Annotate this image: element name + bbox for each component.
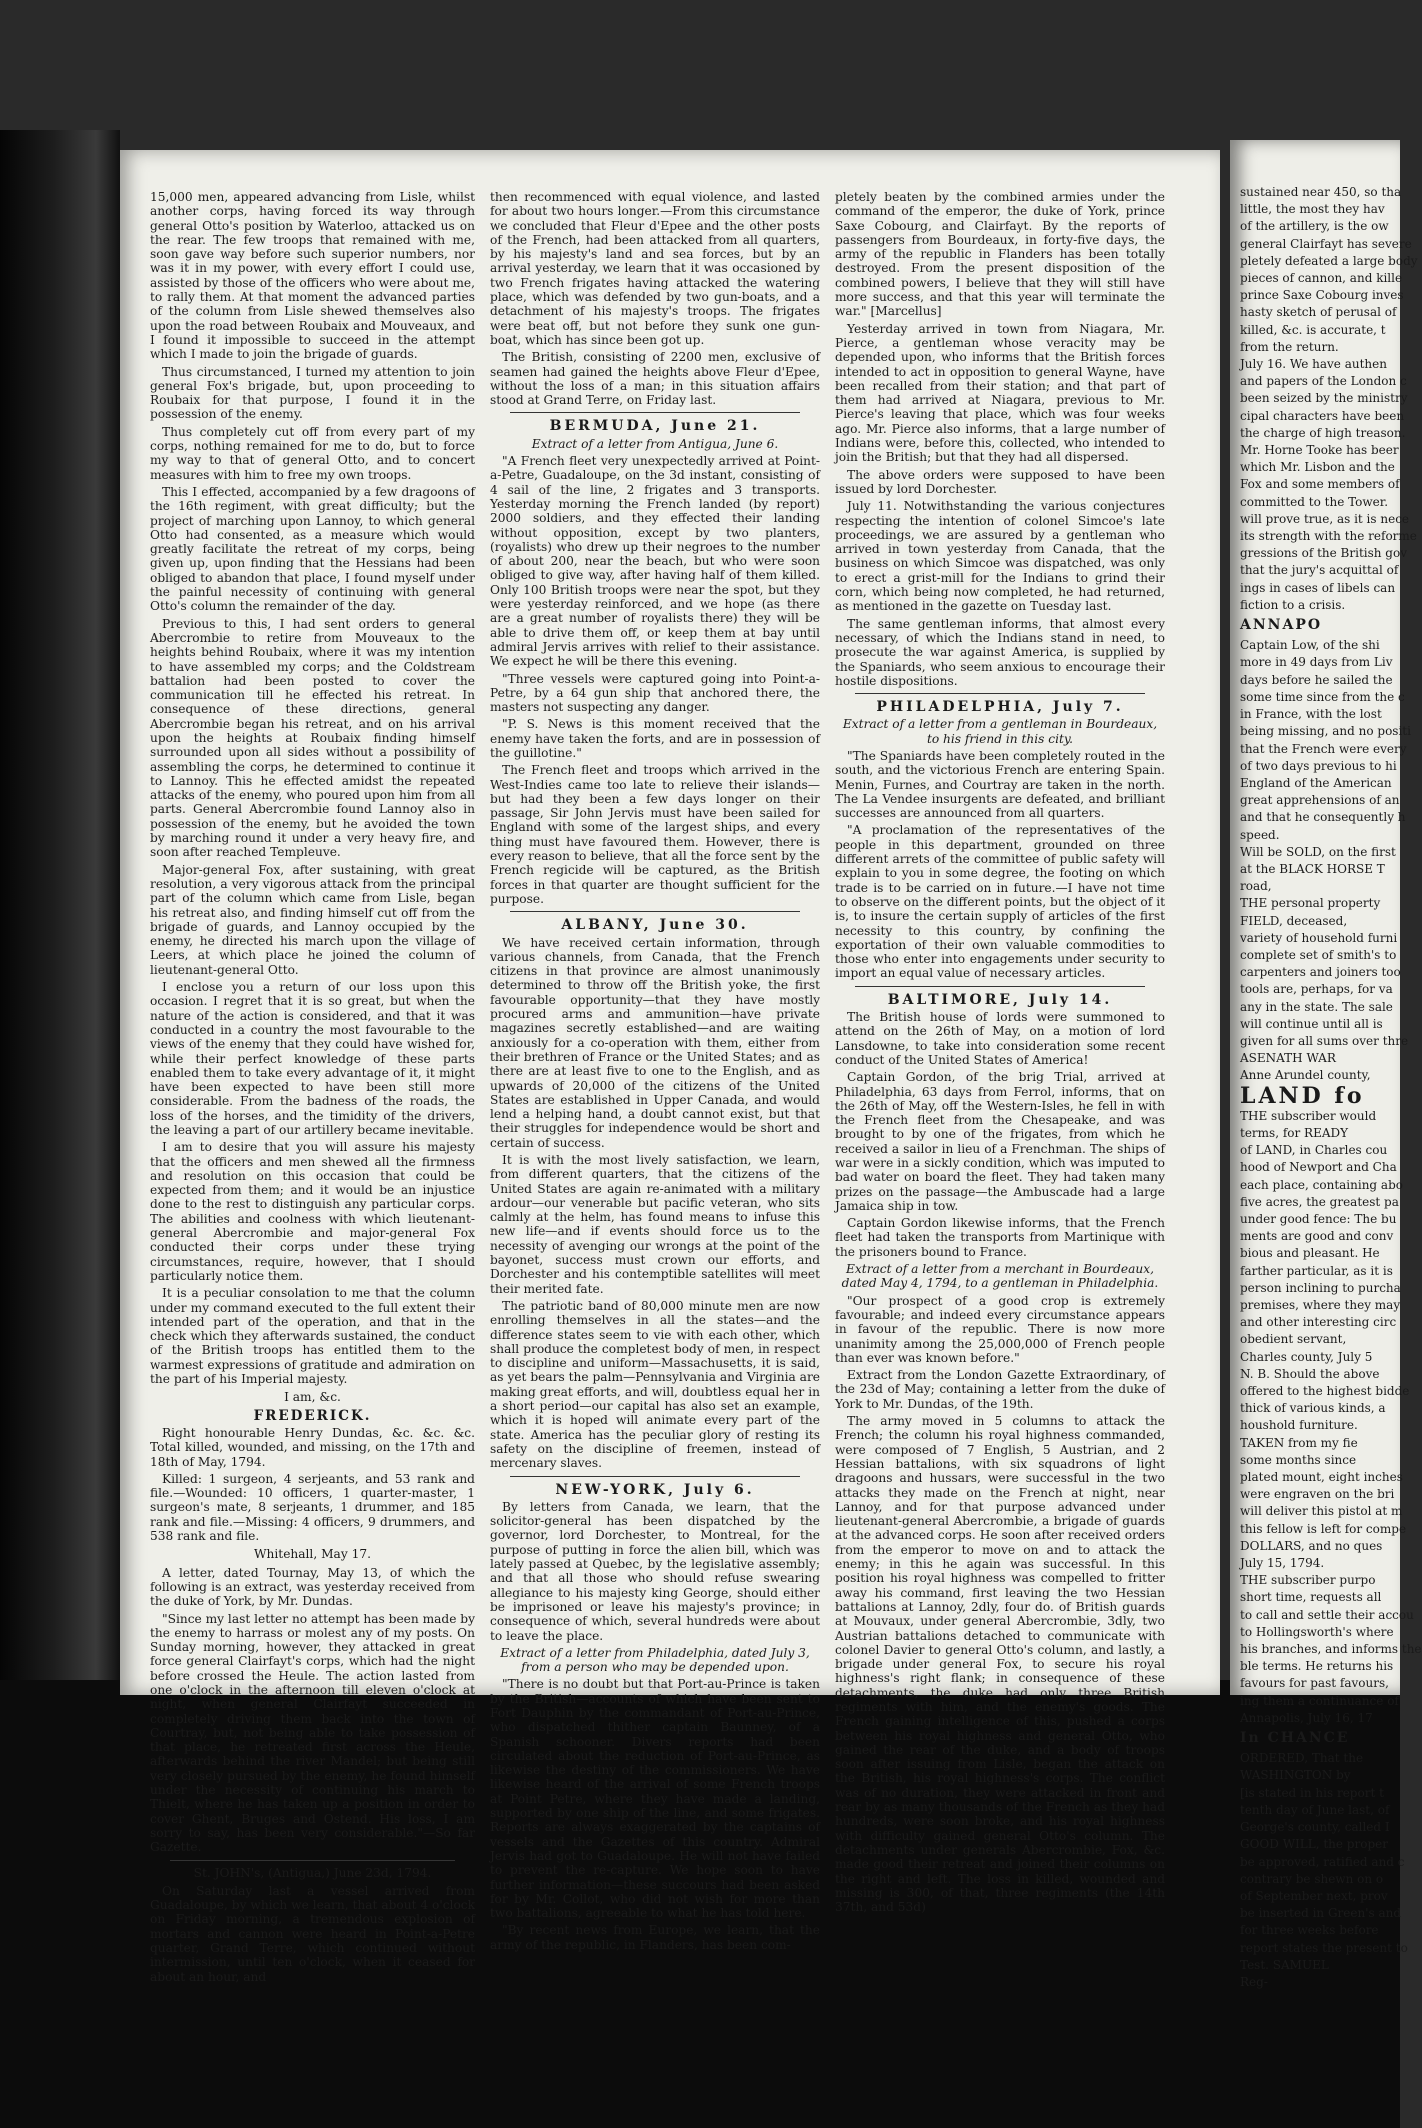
- text-line: given for all sums over thre: [1240, 1033, 1409, 1048]
- text-line: Fox and some members of: [1240, 477, 1400, 492]
- text-line: THE subscriber would: [1240, 1108, 1377, 1123]
- text-line: being missing, and no positi: [1240, 724, 1411, 739]
- section-heading: St. JOHN's, (Antigua,) June 23d, 1794.: [193, 1865, 432, 1880]
- text-line: favours for past favours,: [1240, 1676, 1389, 1691]
- paragraph: We have received certain information, through various channels, from Canada, that the French citizens in that province are almost unanimously determined to throw off the British yoke, the first favourable opportunity—that they have mostly procured arms and ammunition—have private magazines secretly established—and are waiting anxiously for a co-operation with them, either from their brethren of France or the United States; and as there are at least five to one to the English, and as upwards of 20,000 of the citizens of the United States are established in Upper Canada, and would lend a helping hand, a doubt cannot exist, but that their struggles for independence would be short and certain of success.: [490, 935, 820, 1150]
- paragraph: "P. S. News is this moment received that the enemy have taken the forts, and are in possession of the guillotine.": [490, 717, 820, 760]
- text-line: Test. SAMUEL: [1240, 1957, 1329, 1972]
- text-line: complete set of smith's to: [1240, 947, 1397, 962]
- paragraph: Killed: 1 surgeon, 4 serjeants, and 53 rank and file.—Wounded: 10 officers, 1 quarter-master, 1 surgeon's mate, 8 serjeants, 1 drummer, and 185 rank and file.—Missing: 4 officers, 9 drummers, and 538 rank and file.: [150, 1471, 475, 1544]
- paragraph: "There is no doubt but that Port-au-Prince is taken by the British—accounts of which have been sent to Fort Dauphin by the commandant of Port-au-Prince, who dispatched thither captain Baunney, of a Spanish schooner. Divers reports had been circulated about the reduction of Port-au-Prince, as likewise the destiny of the commissioners. We have likewise heard of the arrival of some French troops at Point Petre, where they have made a landing, supported by one ship of the line, and some frigates. Reports are always exaggerated by the captains of vessels and the Gazettes of this country. Admiral Jervis had got to Guadaloupe. He will not have failed to prevent the re-capture. We hope soon to have further information—these succours had been asked for by Mr. Collot, who did not wish for more than two battalions, agreeable to what he has told here.: [490, 1677, 820, 1921]
- column-4: [1240, 185, 1422, 1992]
- paragraph: It is a peculiar consolation to me that the column under my command executed to the full extent their intended part of the operation, and that in the check which they afterwards sustained, the conduct of the British troops has entitled them to the warmest expressions of gratitude and admiration on the part of his Imperial majesty.: [150, 1286, 475, 1387]
- column-1: [150, 190, 475, 1987]
- text-line: of September next, prov: [1240, 1888, 1388, 1903]
- text-line: in France, with the lost: [1240, 707, 1382, 722]
- text-block: [1240, 1108, 1410, 1433]
- text-block: [1240, 638, 1411, 842]
- text-line: THE subscriber purpo: [1240, 1573, 1376, 1588]
- text-line: his branches, and informs the: [1240, 1642, 1422, 1657]
- text-line: farther particular, as it is: [1240, 1263, 1393, 1278]
- text-line: hasty sketch of perusal of: [1240, 305, 1397, 320]
- section-heading: BALTIMORE, July 14.: [887, 991, 1113, 1008]
- text-line: little, the most they hav: [1240, 202, 1385, 217]
- text-line: terms, for READY: [1240, 1125, 1349, 1140]
- text-line: of the artillery, is the ow: [1240, 219, 1389, 234]
- paragraph: It is with the most lively satisfaction, we learn, from different quarters, that the citizens of the United States are again re-animated with a military ardour—our venerable but pacific veteran, who sits calmly at the helm, has found means to infuse this new life—and if events should force us to the necessity of avenging our wrongs at the point of the bayonet, success must crown our efforts, and Dorchester and his contemptible satellites will meet their merited fate.: [490, 1153, 820, 1296]
- dateline: Whitehall, May 17.: [254, 1547, 371, 1562]
- paragraph: The French fleet and troops which arrived in the West-Indies came too late to relieve their islands—but had they been a few days longer on their passage, Sir John Jervis must have been sailed for England with some of the largest ships, and every thing must have favoured them. However, there is every reason to believe, that all the force sent by the French regicide will be captured, as the British forces in that quarter are thought sufficient for the purpose.: [490, 763, 820, 906]
- divider: [510, 1476, 800, 1477]
- text-block: [1240, 185, 1418, 612]
- text-line: person inclining to purcha: [1240, 1280, 1401, 1295]
- column-3: [835, 190, 1165, 1917]
- text-line: from the return.: [1240, 339, 1339, 354]
- text-line: will continue until all is: [1240, 1016, 1383, 1031]
- text-line: days before he sailed the: [1240, 672, 1393, 687]
- text-block: [1240, 1751, 1408, 1989]
- text-line: committed to the Tower.: [1240, 494, 1389, 509]
- section-heading: ALBANY, June 30.: [561, 917, 749, 934]
- paragraph: Captain Gordon likewise informs, that the French fleet had taken the transports from Martinique with the prisoners bound to France.: [835, 1216, 1165, 1259]
- paragraph: July 11. Notwithstanding the various conjectures respecting the intention of colonel Simcoe's late proceedings, we are assured by a gentleman who arrived in town yesterday from Canada, that the business on which Simcoe was dispatched, was only to erect a grist-mill for the Indians to grind their corn, which being now completed, he had returned, as mentioned in the gazette on Tuesday last.: [835, 499, 1165, 614]
- paragraph: The same gentleman informs, that almost every necessary, of which the Indians stand in need, to prosecute the war against America, is supplied by the Spaniards, who seem anxious to encourage their hostile dispositions.: [835, 616, 1165, 688]
- text-line: each place, containing abo: [1240, 1177, 1403, 1192]
- text-line: of two days previous to hi: [1240, 758, 1397, 773]
- column-2: [490, 190, 820, 1955]
- paragraph: pletely beaten by the combined armies under the command of the emperor, the duke of York, prince Saxe Cobourg, and Clairfayt. By the reports of passengers from Bourdeaux, in forty-five days, the army of the republic in Flanders has been totally destroyed. From the present disposition of the combined powers, I believe that they will still have more success, and that this year will terminate the war." [Marcellus]: [835, 190, 1165, 319]
- text-line: at the BLACK HORSE T: [1240, 861, 1385, 876]
- paragraph: The army moved in 5 columns to attack the French; the column his royal highness commanded, were composed of 7 English, 5 Austrian, and 2 Hessian battalions, with six squadrons of light dragoons and hussars, were successful in the two attacks they made on the French at night, near Lannoy, and for that purpose advanced under lieutenant-general Abercrombie, a brigade of guards at the advanced corps. He soon after received orders from the emperor to move on and to attack the enemy; in this he again was successful. In this position his royal highness was compelled to fritter away his command, first leaving the two Hessian battalions at Lannoy, 2dly, four do. of British guards at Mouvaux, under general Abercrombie, 3dly, two Austrian battalions detached to communicate with colonel Davier to general Otto's column, and lastly, a brigade under general Fox, to secure his royal highness's right flank; in consequence of these detachments, the duke had only three British regiments with him, and the enemy's goods. The French gaining intelligence of this, pushed a corps between his royal highness and general Otto, who gained the rear of the duke, and a body of troops soon after issuing from Lisle, began the attack on the British, his royal highness's corps. The conflict was of no duration, they were attacked in front and rear by as many thousands of the French as they had hundreds, were soon broke, and his royal highness with difficulty gained general Otto's column. The detachments under generals Abercrombie, Fox, &c. made good their retreat and joined their columns on the right and left. The loss in killed, wounded and missing is 300, of that, three regiments (the 14th 37th, and 53d): [835, 1414, 1165, 1915]
- paragraph: By letters from Canada, we learn, that the solicitor-general has been dispatched by the governor, lord Dorchester, to Montreal, for the purpose of putting in force the alien bill, which was lately passed at Quebec, by the legislative assembly; and that all those who should refuse swearing allegiance to his majesty king George, should either be imprisoned or leave his majesty's province; in consequence of which, several hundreds were about to leave the place.: [490, 1499, 820, 1643]
- text-line: five acres, the greatest pa: [1240, 1194, 1399, 1209]
- text-line: the charge of high treason.: [1240, 425, 1406, 440]
- paragraph: Major-general Fox, after sustaining, with great resolution, a very vigorous attack from the principal part of the column which came from Lisle, began his retreat also, and finding himself cut off from the brigade of guards, and Lannoy occupied by the enemy, he directed his march upon the village of Leers, at which place he joined the column of lieutenant-general Otto.: [150, 862, 475, 977]
- paragraph: "By recent news from Europe, we learn, that the army of the republic, in Flanders, has been com-: [490, 1923, 820, 1952]
- text-line: contrary be shewn on o: [1240, 1871, 1384, 1886]
- text-line: will prove true, as it is nece: [1240, 511, 1410, 526]
- text-line: DOLLARS, and no ques: [1240, 1538, 1383, 1553]
- text-line: WASHINGTON by: [1240, 1768, 1351, 1783]
- text-line: ble terms. He returns his: [1240, 1659, 1394, 1674]
- paragraph: The above orders were supposed to have been issued by lord Dorchester.: [835, 467, 1165, 496]
- text-line: this fellow is left for compe: [1240, 1521, 1407, 1536]
- paragraph: The patriotic band of 80,000 minute men are now enrolling themselves in all the states—and the difference states seem to vie with each other, which shall produce the completest body of men, in respect to discipline and uniform—Massachusetts, it is said, as yet bears the palm—Pennsylvania and Virginia are making great efforts, and will, doubtless equal her in a short period—our capital has also set an example, which it is hoped will animate every part of the state. America has the peculiar glory of resting its safety on the discipline of freemen, instead of mercenary slaves.: [490, 1298, 820, 1471]
- text-line: thick of various kinds, a: [1240, 1401, 1386, 1416]
- subheading: Extract of a letter from a gentleman in Bourdeaux, to his friend in this city.: [842, 717, 1158, 746]
- text-line: bious and pleasant. He: [1240, 1246, 1380, 1261]
- text-line: variety of household furni: [1240, 930, 1398, 945]
- paragraph: "A proclamation of the representatives of the people in this department, grounded on three different arrets of the committee of public safety will explain to you in some degree, the footing on which trade is to be carried on in future.—I have not time to observe on the different points, but the object of it is, to insure the certain supply of articles of the first necessity to this country, by confining the exportation of their own valuable commodities to those who enter into engagements under security to import an equal value of necessary articles.: [835, 823, 1165, 981]
- text-line: THE personal property: [1240, 896, 1381, 911]
- section-heading: BERMUDA, June 21.: [549, 418, 761, 435]
- text-line: killed, &c. is accurate, t: [1240, 322, 1386, 337]
- text-line: been seized by the ministry: [1240, 391, 1408, 406]
- paragraph: "Our prospect of a good crop is extremely favourable; and indeed every circumstance appears in favour of the republic. There is now more unanimity among the 25,000,000 of French people than ever was known before.": [835, 1293, 1165, 1365]
- text-line: England of the American: [1240, 775, 1392, 790]
- text-line: gressions of the British gov: [1240, 546, 1407, 561]
- text-line: July 16. We have authen: [1240, 357, 1387, 372]
- text-line: ORDERED, That the: [1240, 1751, 1364, 1766]
- section-heading: NEW-YORK, July 6.: [555, 1481, 755, 1498]
- section-heading: PHILADELPHIA, July 7.: [876, 699, 1124, 716]
- text-line: that the jury's acquittal of: [1240, 563, 1399, 578]
- text-line: pletely defeated a large body: [1240, 253, 1418, 268]
- paragraph: "The Spaniards have been completely routed in the south, and the victorious French are entering Spain. Menin, Furnes, and Courtray are taken in the north. The La Vendee insurgents are defeated, and brilliant successes are announced from all quarters.: [835, 748, 1165, 821]
- text-line: Charles county, July 5: [1240, 1349, 1373, 1364]
- text-line: road,: [1240, 879, 1272, 894]
- paragraph: "Three vessels were captured going into Point-a-Petre, by a 64 gun ship that anchored there, the masters not suspecting any danger.: [490, 671, 820, 715]
- text-line: FIELD, deceased,: [1240, 913, 1348, 928]
- text-line: prince Saxe Cobourg inves: [1240, 288, 1404, 303]
- text-line: speed.: [1240, 827, 1280, 842]
- text-line: George's county, called I: [1240, 1820, 1390, 1835]
- paragraph: The British house of lords were summoned to attend on the 26th of May, on a motion of lord Lansdowne, to take into consideration some recent conduct of the United States of America!: [835, 1010, 1165, 1067]
- text-line: ing them a continuance of: [1240, 1693, 1399, 1708]
- paragraph: Yesterday arrived in town from Niagara, Mr. Pierce, a gentleman whose veracity may be depended upon, who informs that the British forces intended to act in opposition to general Wayne, have been recalled from their station; and that part of them had arrived at Niagara, previous to Mr. Pierce's leaving that place, which was four weeks ago. Mr. Pierce also informs, that a large number of Indians were, before this, collected, who intended to join the British; but that they had all dispersed.: [835, 321, 1165, 465]
- paragraph: A letter, dated Tournay, May 13, of which the following is an extract, was yesterday received from the duke of York, by Mr. Dundas.: [150, 1565, 475, 1609]
- text-line: be inserted in Green's and: [1240, 1906, 1402, 1921]
- divider: [855, 693, 1145, 694]
- section-heading: ANNAPO: [1240, 617, 1323, 634]
- paragraph: Captain Gordon, of the brig Trial, arrived at Philadelphia, 63 days from Ferrol, informs, that on the 26th of May, off the Western-Isles, he fell in with the French fleet from the Chesapeake, and was brought to by one of the frigates, from which he received a sailor in lieu of a Frenchman. The ships of war were in a sickly condition, which was imputed to bad water on board the fleet. They had taken many prizes on the passage—the Ambuscade had a large Jamaica ship in tow.: [835, 1070, 1165, 1213]
- text-line: sustained near 450, so tha: [1240, 185, 1402, 199]
- text-line: GOOD WILL, the proper: [1240, 1837, 1388, 1852]
- subheading: Extract of a letter from Antigua, June 6.: [531, 436, 779, 451]
- paragraph: "A French fleet very unexpectedly arrived at Point-a-Petre, Guadaloupe, on the 3d instant, consisting of 4 sail of the line, 2 frigates and 3 transports. Yesterday morning the French landed (by report) 2000 soldiers, and they effected their landing without opposition, except by two planters, (royalists) who drew up their negroes to the number of about 200, near the beach, but who were soon obliged to give way, after having half of them killed. Only 100 British troops were near the spot, but they were yesterday reinforced, and we hope (as there are a great number of royalists there) they will be able to drive them off, or keep them at bay until admiral Jervis arrives with relief to their assistance. We expect he will be there this evening.: [490, 454, 820, 669]
- text-line: and that he consequently h: [1240, 810, 1406, 825]
- text-line: and papers of the London c: [1240, 374, 1407, 389]
- text-line: to Hollingsworth's where: [1240, 1624, 1394, 1639]
- paragraph: Right honourable Henry Dundas, &c. &c. &c. Total killed, wounded, and missing, on the 17th and 18th of May, 1794.: [150, 1425, 475, 1469]
- text-block: [1240, 1435, 1422, 1725]
- text-line: carpenters and joiners too: [1240, 965, 1401, 980]
- signature-name: FREDERICK.: [253, 1407, 372, 1424]
- advert-heading: LAND fo: [1240, 1082, 1365, 1109]
- text-line: ments are good and conv: [1240, 1229, 1394, 1244]
- text-line: Will be SOLD, on the first: [1240, 844, 1396, 859]
- paragraph: Thus completely cut off from every part of my corps, nothing remained for me to do, but to force my way to that of general Otto, and to concert measures with him to free my own troops.: [150, 424, 475, 482]
- text-line: TAKEN from my fie: [1240, 1435, 1358, 1450]
- text-block: [1240, 844, 1409, 1083]
- paragraph: 15,000 men, appeared advancing from Lisle, whilst another corps, having forced its way through general Otto's position by Waterloo, attacked us on the rear. The few troops that remained with me, soon gave way before such superior numbers, nor was it in my power, with every effort I could use, assisted by those of the officers who were about me, to rally them. At that moment the advanced parties of the column from Lisle shewed themselves also upon the road between Roubaix and Mouveaux, and I found it impossible to succeed in the attempt which I made to join the brigade of guards.: [150, 190, 475, 362]
- paragraph: Thus circumstanced, I turned my attention to join general Fox's brigade, but, upon proceeding to Roubaix for that purpose, I found it in the possession of the enemy.: [150, 364, 475, 422]
- text-line: houshold furniture.: [1240, 1418, 1358, 1433]
- text-line: which Mr. Lisbon and the: [1240, 460, 1395, 475]
- text-line: tools are, perhaps, for va: [1240, 982, 1393, 997]
- text-line: cipal characters have been: [1240, 408, 1405, 423]
- signature-line: I am, &c.: [284, 1390, 341, 1405]
- text-line: offered to the highest bidde: [1240, 1384, 1410, 1399]
- text-line: ASENATH WAR: [1240, 1051, 1336, 1066]
- newspaper-page: [120, 150, 1220, 1984]
- text-line: July 15, 1794.: [1240, 1556, 1325, 1571]
- text-line: under good fence: The bu: [1240, 1211, 1397, 1226]
- text-line: obedient servant,: [1240, 1332, 1347, 1347]
- divider: [510, 412, 800, 413]
- text-line: great apprehensions of an: [1240, 793, 1400, 808]
- text-line: any in the state. The sale: [1240, 999, 1393, 1014]
- subheading: Extract of a letter from Philadelphia, dated July 3, from a person who may be depended upon.: [500, 1645, 810, 1675]
- paragraph: I am to desire that you will assure his majesty that the officers and men shewed all the firmness and resolution on this occasion that could be expected from them; and it would be an injustice done to the rest to distinguish any particular corps. The abilities and coolness with which lieutenant-general Abercrombie and major-general Fox conducted their corps under these trying circumstances, require, however, that I should particularly notice them.: [150, 1140, 475, 1283]
- text-line: premises, where they may: [1240, 1298, 1401, 1312]
- paragraph: "Since my last letter no attempt has been made by the enemy to harrass or molest any of my posts. On Sunday morning, however, they attacked in great force general Clairfayt's corps, which had the night before crossed the Heule. The action lasted from one o'clock in the afternoon till eleven o'clock at night, when general Clairfayt succeeded in completely driving them back into the town of Courtray, but, not being able to take possession of that place, he retreated first across the Heule, afterwards behind the river Mandel; but being still very closely pursued by the enemy, he found himself under the necessity of continuing his march to Thielt, where he has taken up a position in order to cover Ghent, Bruges and Ostend. His loss, I am sorry to say, has been very considerable."—So far Gazette.: [150, 1611, 475, 1855]
- paragraph: Previous to this, I had sent orders to general Abercrombie to retire from Mouveaux to the heights behind Roubaix, where it was my intention to have assembled my corps; and the Coldstream battalion had been posted to cover the communication till he effected his retreat. In consequence of these directions, general Abercrombie began his retreat, and on his arrival upon the heights at Roubaix finding himself surrounded upon all sides without a possibility of assembling the corps, he determined to continue it to Lannoy. This he effected amidst the repeated attacks of the enemy, who poured upon him from all parts. General Abercrombie found Lannoy also in possession of the enemy, but he avoided the town by marching round it under a very heavy fire, and soon after reached Templeuve.: [150, 616, 475, 860]
- paragraph: The British, consisting of 2200 men, exclusive of seamen had gained the heights above Fleur d'Epee, without the loss of a man; in this situation affairs stood at Grand Terre, on Friday last.: [490, 350, 820, 408]
- text-line: hood of Newport and Cha: [1240, 1160, 1397, 1175]
- divider: [170, 1860, 455, 1861]
- divider: [510, 911, 800, 912]
- text-line: and other interesting circ: [1240, 1315, 1397, 1330]
- text-line: some time since from the c: [1240, 689, 1405, 704]
- text-line: its strength with the reforme: [1240, 529, 1417, 544]
- text-line: more in 49 days from Liv: [1240, 655, 1393, 670]
- paragraph: This I effected, accompanied by a few dragoons of the 16th regiment, with great difficulty; but the project of marching upon Lannoy, to which general Otto had consented, as a measure which would greatly facilitate the retreat of my corps, being given up, upon finding that the Hessians had been obliged to abandon that place, I found myself under the painful necessity of continuing with general Otto's column the remainder of the day.: [150, 484, 475, 614]
- section-heading: In CHANCE: [1240, 1730, 1350, 1747]
- text-line: fiction to a crisis.: [1240, 597, 1346, 612]
- text-line: N. B. Should the above: [1240, 1366, 1380, 1381]
- text-line: Anne Arundel county,: [1240, 1068, 1371, 1083]
- text-line: general Clairfayt has severe: [1240, 236, 1412, 251]
- text-line: pieces of cannon, and kille: [1240, 271, 1403, 286]
- text-line: for three weeks before: [1240, 1923, 1379, 1938]
- paragraph: I enclose you a return of our loss upon this occasion. I regret that it is so great, but when the nature of the action is considered, and that it was conducted in a country the most favourable to the views of the enemy that they could have wished for, while their perfect knowledge of these parts enabled them to take every advantage of it, it might have been expected to have been still more considerable. From the badness of the roads, the loss of the horses, and the timidity of the drivers, the leaving a part of our artillery became inevitable.: [150, 980, 475, 1137]
- paragraph: then recommenced with equal violence, and lasted for about two hours longer.—From this circumstance we concluded that Fleur d'Epee and the other posts of the French, had been attacked from all quarters, by his majesty's land and sea forces, but by an arrival yesterday, we learn that it was occasioned by two French frigates having attacked the watering place, which was defended by two gun-boats, and a detachment of his majesty's troops. The frigates were beat off, but not before they sunk one gun-boat, which has since been got up.: [490, 190, 820, 347]
- text-line: Annapolis, July 16, 17: [1240, 1710, 1373, 1725]
- text-line: will deliver this pistol at m: [1240, 1504, 1403, 1519]
- text-line: Captain Low, of the shi: [1240, 638, 1380, 653]
- text-line: of LAND, in Charles cou: [1240, 1143, 1388, 1158]
- text-line: [is stated in his report t: [1240, 1785, 1384, 1800]
- text-line: Mr. Horne Tooke has beer: [1240, 443, 1399, 458]
- text-line: ings in cases of libels can: [1240, 580, 1396, 595]
- paragraph: On Saturday last a vessel arrived from Guadaloupe, by which we learn, that about 4 o'clock on Friday morning, a tremendous explosion of mortars and cannon were heard in Point-a-Petre quarter, Grand Terre, which continued without intermission, until ten o'clock, when it ceased for about an hour, and: [150, 1883, 475, 1984]
- text-line: Reg-: [1240, 1974, 1268, 1989]
- text-line: some months since: [1240, 1452, 1357, 1467]
- paragraph: Extract from the London Gazette Extraordinary, of the 23d of May; containing a letter from the duke of York to Mr. Dundas, of the 19th.: [835, 1368, 1165, 1411]
- adjacent-page: [1230, 140, 1422, 1989]
- book-binding: [0, 130, 120, 1680]
- text-line: tenth day of June last, of: [1240, 1802, 1390, 1817]
- subheading: Extract of a letter from a merchant in Bourdeaux, dated May 4, 1794, to a gentleman in Philadelphia.: [841, 1262, 1159, 1291]
- text-line: report states the present to: [1240, 1940, 1408, 1955]
- text-line: that the French were every: [1240, 741, 1407, 756]
- text-line: plated mount, eight inches: [1240, 1470, 1403, 1485]
- text-line: be approved, ratified and c: [1240, 1854, 1405, 1869]
- divider: [855, 986, 1145, 987]
- text-line: short time, requests all: [1240, 1590, 1382, 1605]
- text-line: were engraven on the bri: [1240, 1487, 1395, 1502]
- text-line: to call and settle their accou: [1240, 1607, 1414, 1622]
